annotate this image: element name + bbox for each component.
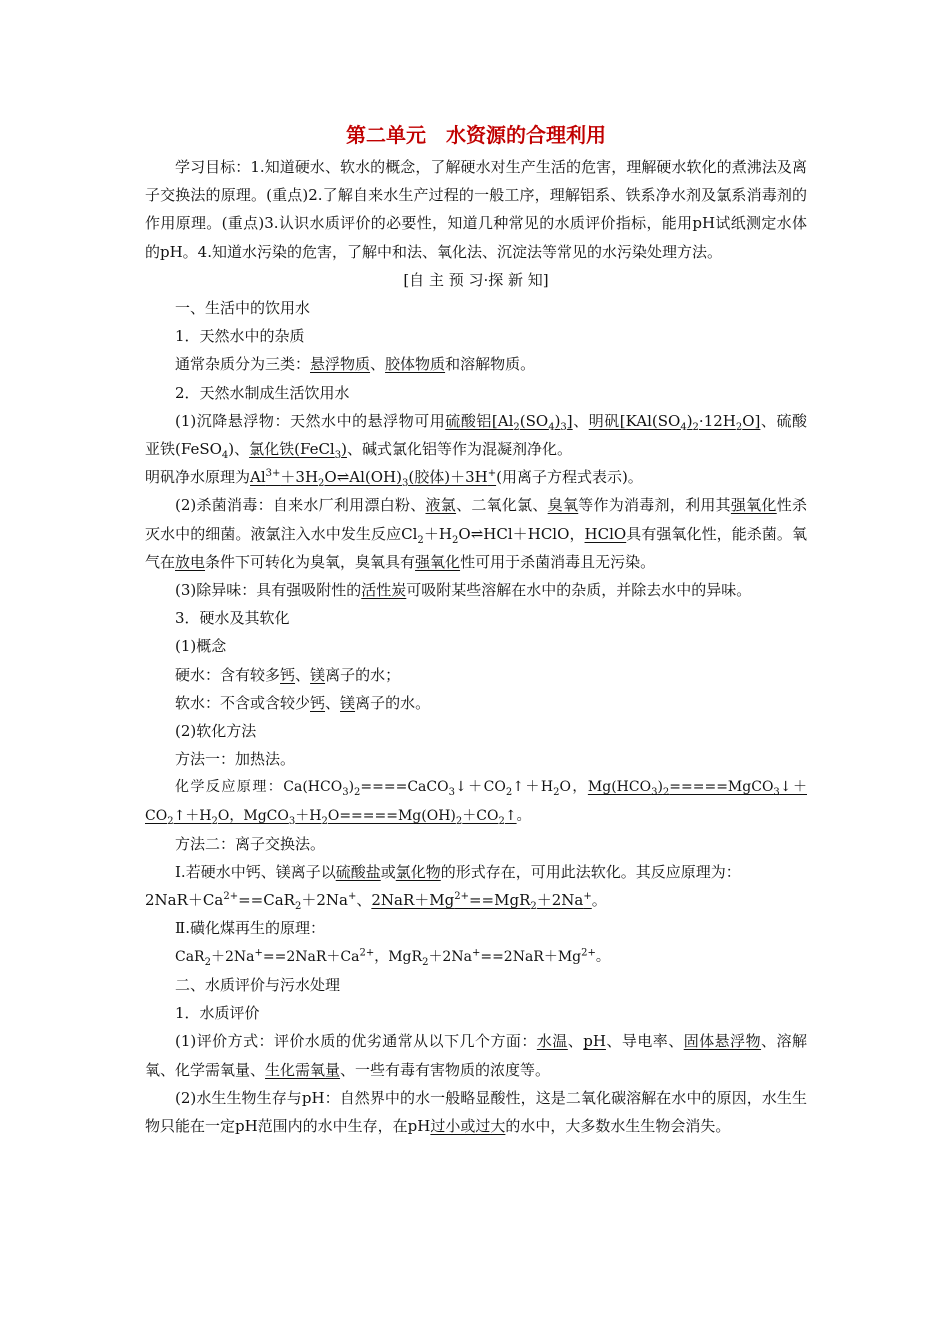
ion-exchange-principle: Ⅰ.若硬水中钙、镁离子以硫酸盐或氯化物的形式存在，可用此法软化。其反应原理为： $2NaR+Ca^{2+}==CaR_2+2Na^+$、$2NaR+Mg^{2+}==MgR_2+2Na^+$。 (145, 863, 741, 913)
paragraph-disinfection: (2)杀菌消毒：自来水厂利用漂白粉、液氯、二氧化氯、臭氧等作为消毒剂，利用其强氧化性杀灭水中的细菌。液氯注入水中发生反应$Cl_2+H_2O\rightleftharpoons HCl+HClO$，HClO具有强氧化性，能杀菌。氧气在放电条件下可转化为臭氧，臭氧具有强氧化性可用于杀菌消毒且无污染。 (145, 496, 807, 571)
blank-magnesium-2: 镁 (340, 693, 356, 712)
blank-magnesium: 镁 (310, 665, 326, 684)
heading-impurities: 1．天然水中的杂质 (175, 327, 305, 346)
blank-oxidizing-2: 强氧化 (415, 552, 461, 571)
heading-softening: (2)软化方法 (175, 722, 257, 741)
heading-evaluation: 1．水质评价 (175, 1004, 260, 1023)
heading-water-quality: 二、水质评价与污水处理 (175, 975, 341, 994)
blank-alum-equation: $Al^{3+}+3H_2O\rightleftharpoons Al(OH)_3$(胶体)＋3H+ (250, 468, 497, 490)
blank-water-temp: 水温 (536, 1032, 568, 1051)
blank-hclo: HClO (584, 524, 627, 543)
blank-suspended: 悬浮物质 (310, 355, 371, 374)
heading-concept: (1)概念 (175, 637, 227, 656)
blank-oxidizing: 强氧化 (730, 496, 777, 515)
blank-chloride: 氯化物 (395, 863, 441, 882)
paragraph-evaluation: (1)评价方式：评价水质的优劣通常从以下几个方面：水温、pH、导电率、固体悬浮物、溶解氧、化学需氧量、生化需氧量、一些有毒有害物质的浓度等。 (145, 1032, 807, 1079)
definition-soft-water: 软水：不含或含较少钙、镁离子的水。 (175, 693, 431, 712)
regeneration-heading: Ⅱ.磺化煤再生的原理： (175, 919, 325, 938)
blank-colloid: 胶体物质 (385, 355, 446, 374)
blank-ph: pH (583, 1032, 606, 1051)
blank-calcium: 钙 (280, 665, 296, 684)
blank-alum: 明矾$[KAl(SO_4)_2\cdot 12H_2O]$ (588, 411, 761, 433)
blank-ferric-chloride: 氯化铁(FeCl$_3$) (249, 440, 347, 462)
page-title: 第二单元 水资源的合理利用 (346, 123, 606, 147)
blank-mg-bicarbonate-equation: $Mg(HCO_3)_2=====MgCO_3↓+CO_2↑+H_2O$，$MgCO_3+H_2O=====Mg(OH)_2+CO_2↑$ (145, 779, 807, 827)
blank-aluminium-sulfate: 硫酸铝$[Al_2(SO_4)_3]$ (445, 411, 573, 433)
document-page (145, 118, 807, 1140)
paragraph-impurities: 通常杂质分为三类：悬浮物质、胶体物质和溶解物质。 (175, 355, 536, 374)
blank-activated-carbon: 活性炭 (361, 581, 407, 600)
blank-suspended-solids: 固体悬浮物 (683, 1032, 762, 1051)
heating-reactions: 化学反应原理：$Ca(HCO_3)_2====CaCO_3↓+CO_2↑+H_2O$，$Mg(HCO_3)_2=====MgCO_3↓+CO_2↑+H_2O$，$MgCO_3+H_2O=====Mg(OH)_2+CO_2↑$。 (145, 779, 807, 827)
blank-discharge: 放电 (175, 552, 206, 571)
paragraph-sedimentation: (1)沉降悬浮物：天然水中的悬浮物可用硫酸铝$[Al_2(SO_4)_3]$、明矾$[KAl(SO_4)_2\cdot 12H_2O]$、硫酸亚铁(FeSO$_4$)、氯化铁(FeCl$_3$)、碱式氯化铝等作为混凝剂净化。 明矾净水原理为$Al^{3+}+3H_2O\rightleftharpoons Al(OH)_3$(胶体)＋3H+(用离子方程式表示)。 (145, 411, 807, 490)
method-ion-exchange: 方法二：离子交换法。 (175, 834, 326, 853)
definition-hard-water: 硬水：含有较多钙、镁离子的水； (175, 665, 401, 684)
blank-ozone: 臭氧 (547, 496, 579, 515)
blank-ph-range: 过小或过大 (430, 1116, 506, 1135)
paragraph-ph-organisms: (2)水生生物生存与pH：自然界中的水一般略显酸性，这是二氧化碳溶解在水中的原因，水生生物只能在一定pH范围内的水中生存，在pH过小或过大的水中，大多数水生生物会消失。 (145, 1088, 807, 1135)
heading-treatment: 2．天然水制成生活饮用水 (175, 383, 350, 402)
regeneration-equations: $CaR_2+2Na^+==2NaR+Ca^{2+}$，$MgR_2+2Na^+==2NaR+Mg^{2+}$。 (175, 947, 610, 968)
blank-bod: 生化需氧量 (265, 1060, 341, 1079)
blank-liquid-chlorine: 液氯 (425, 496, 457, 515)
learning-objectives: 学习目标：1.知道硬水、软水的概念，了解硬水对生产生活的危害，理解硬水软化的煮沸法及离子交换法的原理。(重点)2.了解自来水生产过程的一般工序，理解铝系、铁系净水剂及氯系消毒剂的作用原理。(重点)3.认识水质评价的必要性，知道几种常见的水质评价指标，能用pH试纸测定水体的pH。4.知道水污染的危害，了解中和法、氧化法、沉淀法等常见的水污染处理方法。 (145, 158, 807, 261)
heading-hard-water: 3．硬水及其软化 (175, 609, 290, 628)
paragraph-odor: (3)除异味：具有强吸附性的活性炭可吸附某些溶解在水中的杂质，并除去水中的异味。 (175, 581, 752, 600)
blank-sulfate: 硫酸盐 (335, 863, 381, 882)
method-heating: 方法一：加热法。 (175, 750, 296, 769)
heading-drinking-water: 一、生活中的饮用水 (175, 299, 311, 318)
section-banner: [自 主 预 习·探 新 知] (403, 270, 549, 289)
blank-calcium-2: 钙 (310, 693, 326, 712)
blank-mg-exchange-equation: $2NaR+Mg^{2+}==MgR_2+2Na^+$ (371, 891, 592, 913)
